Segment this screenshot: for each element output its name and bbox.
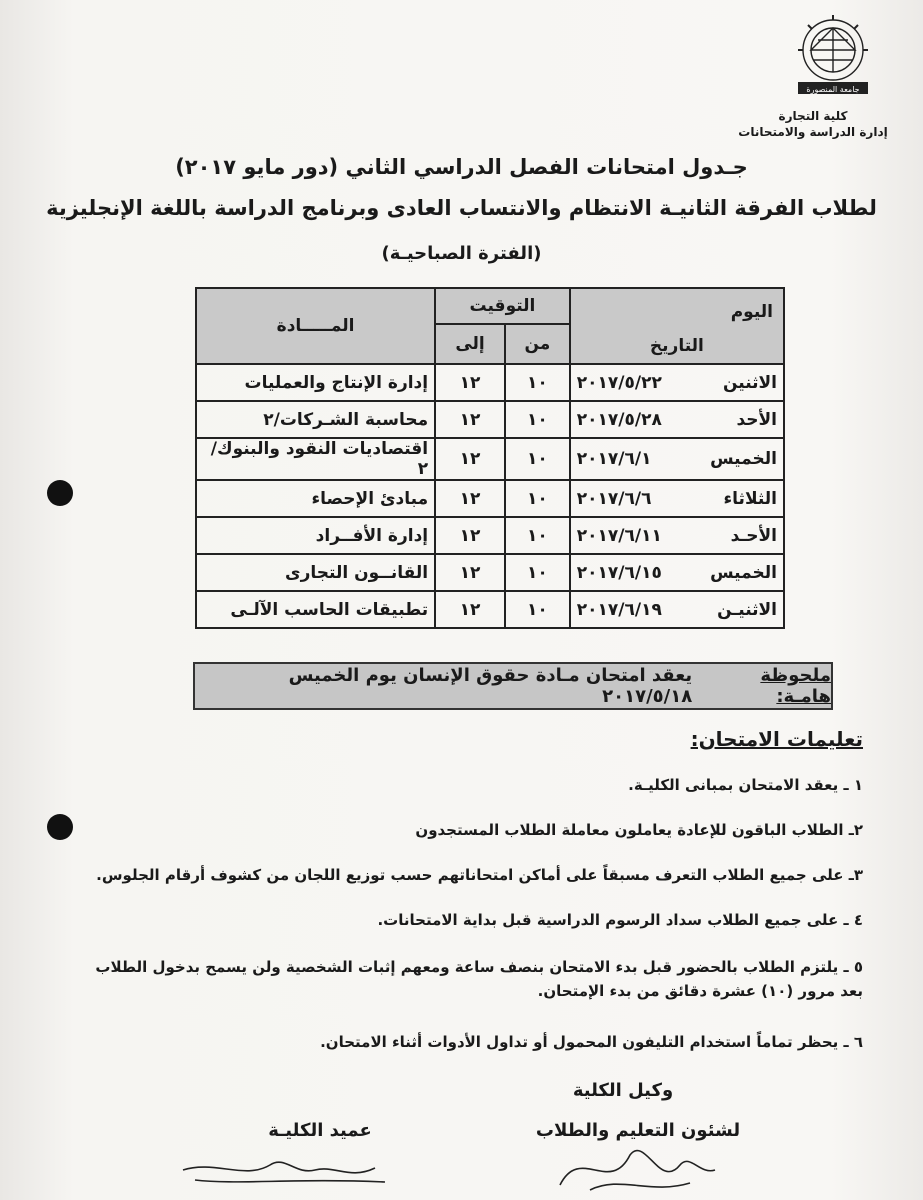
from-cell: ١٠ (505, 438, 570, 480)
instructions-title: تعليمات الامتحان: (690, 727, 863, 751)
day-date-header (570, 288, 784, 364)
from-cell: ١٠ (505, 480, 570, 517)
dean-signature (175, 1140, 405, 1200)
subject-cell: اقتصاديات النقود والبنوك/٢ (196, 438, 435, 480)
date-cell: ٢٠١٧/٦/١١ (576, 525, 662, 546)
subject-cell: إدارة الأفــراد (196, 517, 435, 554)
table-row (196, 554, 784, 591)
university-logo-icon (783, 10, 883, 100)
day-date-cell (570, 438, 784, 480)
subject-cell: إدارة الإنتاج والعمليات (196, 364, 435, 401)
day-cell: الخميس (710, 562, 777, 583)
from-cell: ١٠ (505, 591, 570, 628)
header-from: من (505, 324, 570, 364)
day-cell: الأحد (736, 409, 777, 430)
instruction-item: ٦ ـ يحظر تماماً استخدام التليفون المحمول أو تداول الأدوات أثناء الامتحان. (320, 1033, 863, 1051)
instruction-item: ١ ـ يعقد الامتحان بمبانى الكليـة. (628, 776, 863, 794)
session-title: (الفترة الصباحيـة) (381, 243, 542, 264)
dean-title: عميد الكليـة (268, 1120, 372, 1141)
day-date-cell (570, 591, 784, 628)
note-label: ملحوظة هامـة: (760, 665, 831, 707)
to-cell: ١٢ (435, 517, 505, 554)
instruction-item: ٥ ـ يلتزم الطلاب بالحضور قبل بدء الامتحان بنصف ساعة ومعهم إثبات الشخصية ولن يسمح بدخول الطلاب بعد مرور (١٠) عشرة دقائق من بدء الإمتحان. (95, 958, 863, 1000)
to-cell: ١٢ (435, 554, 505, 591)
schedule-subtitle: لطلاب الفرقة الثانيـة الانتظام والانتساب العادى وبرنامج الدراسة باللغة الإنجليزية (46, 196, 877, 220)
from-cell: ١٠ (505, 517, 570, 554)
header-day: اليوم (730, 302, 773, 322)
subject-cell: محاسبة الشـركات/٢ (196, 401, 435, 438)
table-header-row (196, 288, 784, 324)
header-subject: المـــــادة (196, 288, 435, 364)
instruction-item: ٢ـ الطلاب الباقون للإعادة يعاملون معاملة الطلاب المستجدون (415, 821, 863, 839)
to-cell: ١٢ (435, 364, 505, 401)
note-text: يعقد امتحان مـادة حقوق الإنسان يوم الخميس ٢٠١٧/٥/١٨ (288, 665, 693, 707)
punch-hole (47, 480, 73, 506)
to-cell: ١٢ (435, 401, 505, 438)
exam-table (195, 287, 785, 629)
day-date-cell (570, 364, 784, 401)
faculty-name: كلية التجارة (778, 109, 848, 123)
day-cell: الخميس (710, 449, 777, 469)
day-cell: الاثنين (722, 372, 777, 393)
header-timing: التوقيت (435, 288, 570, 324)
header-to: إلى (435, 324, 505, 364)
vice-dean-title: وكيل الكلية (572, 1080, 674, 1101)
schedule-title: جـدول امتحانات الفصل الدراسي الثاني (دور مايو ٢٠١٧) (175, 155, 748, 179)
important-note (193, 662, 833, 710)
from-cell: ١٠ (505, 364, 570, 401)
day-cell: الأحـد (730, 525, 777, 546)
instruction-item: ٤ ـ على جميع الطلاب سداد الرسوم الدراسية قبل بداية الامتحانات. (377, 911, 863, 929)
to-cell: ١٢ (435, 591, 505, 628)
table-row (196, 591, 784, 628)
date-cell: ٢٠١٧/٥/٢٨ (576, 409, 662, 430)
table-row (196, 480, 784, 517)
logo-text: جامعة المنصورة (806, 85, 860, 94)
table-row (196, 517, 784, 554)
table-row (196, 401, 784, 438)
faculty-block (733, 108, 893, 140)
date-cell: ٢٠١٧/٦/١٩ (576, 599, 662, 620)
subject-cell: مبادئ الإحصاء (196, 480, 435, 517)
date-cell: ٢٠١٧/٦/٦ (576, 488, 652, 509)
date-cell: ٢٠١٧/٦/١ (576, 449, 652, 469)
day-cell: الثلاثاء (723, 488, 777, 509)
to-cell: ١٢ (435, 438, 505, 480)
subject-cell: القانــون التجارى (196, 554, 435, 591)
date-cell: ٢٠١٧/٥/٢٢ (576, 372, 662, 393)
date-cell: ٢٠١٧/٦/١٥ (576, 562, 662, 583)
punch-hole (47, 814, 73, 840)
day-date-cell (570, 554, 784, 591)
department-name: إدارة الدراسة والامتحانات (738, 125, 888, 139)
to-cell: ١٢ (435, 480, 505, 517)
vice-dean-signature (550, 1135, 720, 1200)
instruction-item: ٣ـ على جميع الطلاب التعرف مسبقاً على أماكن امتحاناتهم حسب توزيع اللجان من كشوف أرقام الجلوس. (96, 866, 863, 884)
day-date-cell (570, 480, 784, 517)
table-row (196, 364, 784, 401)
day-date-cell (570, 401, 784, 438)
from-cell: ١٠ (505, 554, 570, 591)
day-date-cell (570, 517, 784, 554)
subject-cell: تطبيقات الحاسب الآلـى (196, 591, 435, 628)
from-cell: ١٠ (505, 401, 570, 438)
day-cell: الاثنيـن (717, 599, 777, 620)
table-row (196, 438, 784, 480)
vice-dean-subtitle: لشئون التعليم والطلاب (535, 1120, 741, 1141)
header-date: التاريخ (649, 336, 704, 356)
